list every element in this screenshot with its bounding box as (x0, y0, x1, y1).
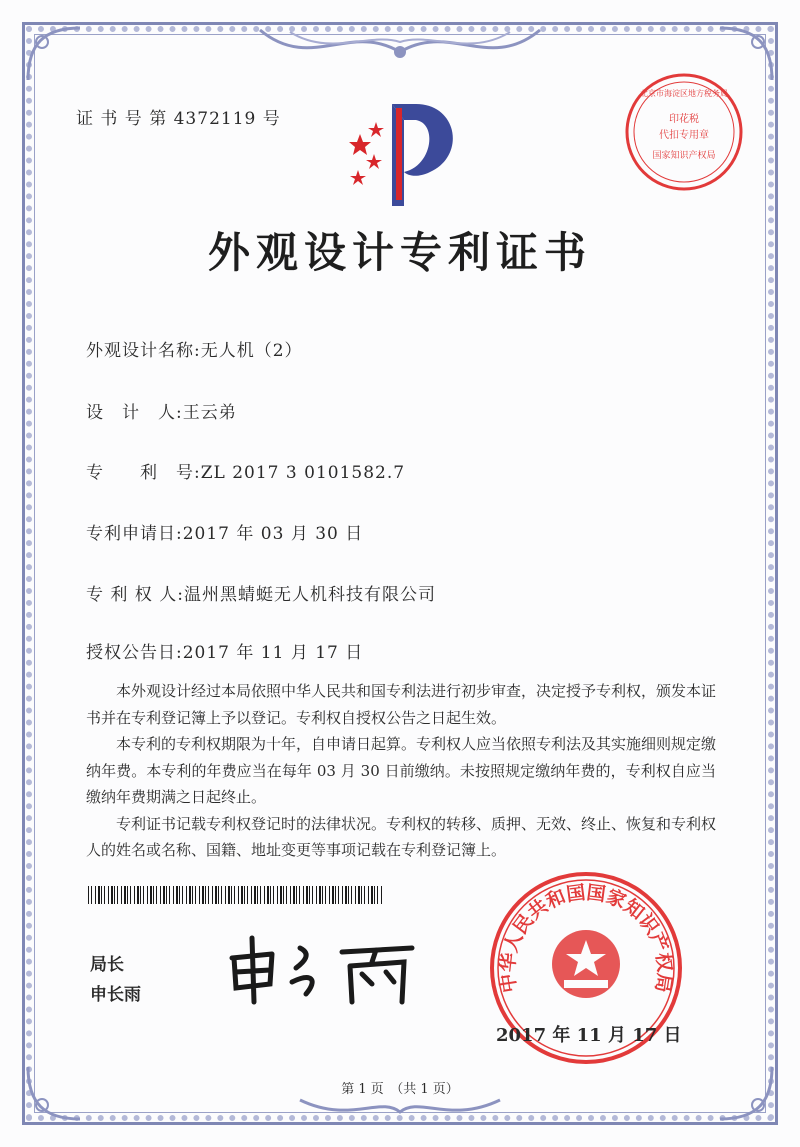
issue-date: 2017 年 11 月 17 日 (496, 1025, 682, 1046)
barcode-bar (377, 886, 378, 904)
svg-text:代扣专用章: 代扣专用章 (659, 130, 709, 141)
barcode-bar (325, 886, 326, 904)
barcode-bar (215, 886, 217, 904)
barcode-bar (316, 886, 317, 904)
field-label: 外观设计名称: (86, 341, 201, 361)
barcode-bar (351, 886, 352, 904)
field-value: 温州黑蜻蜓无人机科技有限公司 (183, 585, 436, 605)
director-signature (222, 928, 422, 1008)
barcode-bar (244, 886, 245, 904)
barcode-bar (166, 886, 167, 904)
barcode-bar (309, 886, 310, 904)
barcode-bar (319, 886, 321, 904)
barcode-bar (348, 886, 349, 904)
barcode-bar (280, 886, 282, 904)
barcode-bar (283, 886, 284, 904)
barcode-bar (205, 886, 206, 904)
body-paragraph: 专利证书记载专利权登记时的法律状况。专利权的转移、质押、无效、终止、恢复和专利权人的姓名或名称、国籍、地址变更等事项记载在专利登记簿上。 (86, 814, 717, 859)
barcode-bar (364, 886, 365, 904)
body-paragraph: 本外观设计经过本局依照中华人民共和国专利法进行初步审查，决定授予专利权，颁发本证书并在专利登记簿上予以登记。专利权自授权公告之日起生效。 (86, 682, 717, 727)
barcode-bar (160, 886, 161, 904)
barcode-bar (95, 886, 96, 904)
barcode-bar (260, 886, 261, 904)
barcode-bar (293, 886, 295, 904)
page-number: 第 1 页 （共 1 页） (341, 1082, 459, 1097)
certificate-body (86, 678, 716, 864)
barcode-bar (221, 886, 222, 904)
barcode-bar (332, 886, 334, 904)
barcode-bar (251, 886, 252, 904)
barcode-bar (91, 886, 92, 904)
barcode-bar (202, 886, 204, 904)
barcode-bar (270, 886, 271, 904)
barcode-bar (286, 886, 287, 904)
barcode-bar (101, 886, 102, 904)
barcode-bar (358, 886, 360, 904)
barcode-bar (303, 886, 304, 904)
barcode-bar (312, 886, 313, 904)
svg-text:国家知识产权局: 国家知识产权局 (652, 151, 716, 161)
field-patentee (86, 580, 436, 605)
director-block (90, 950, 141, 1010)
barcode-bar (208, 886, 209, 904)
barcode-bar (147, 886, 148, 904)
barcode-bar (134, 886, 135, 904)
barcode-bar (182, 886, 183, 904)
barcode-bar (130, 886, 131, 904)
barcode-bar (163, 886, 165, 904)
barcode-bar (156, 886, 157, 904)
barcode-bar (127, 886, 128, 904)
barcode-bar (140, 886, 141, 904)
barcode-bar (241, 886, 243, 904)
field-value: 2017 年 03 月 30 日 (182, 524, 364, 544)
field-design-name (86, 336, 303, 361)
director-title: 局长 (90, 955, 124, 975)
field-value: 2017 年 11 月 17 日 (182, 643, 364, 663)
field-value: 王云弟 (182, 403, 237, 423)
barcode-bar (88, 886, 89, 904)
barcode-bar (121, 886, 122, 904)
barcode-bar (257, 886, 258, 904)
barcode-bar (342, 886, 343, 904)
director-name: 申长雨 (90, 985, 141, 1005)
barcode-bar (355, 886, 356, 904)
sipo-logo (330, 100, 470, 210)
svg-text:印花税: 印花税 (669, 114, 699, 125)
barcode-bar (371, 886, 373, 904)
barcode-bar (231, 886, 232, 904)
field-value: ZL 2017 3 0101582.7 (200, 463, 406, 483)
barcode-bar (153, 886, 154, 904)
field-application-date (86, 519, 363, 544)
field-grant-date (86, 638, 363, 663)
barcode-bar (199, 886, 200, 904)
corner-ornament-top-left (24, 24, 84, 84)
seal-text: 中华人民共和国国家知识产权局 (496, 881, 676, 995)
certificate-number: 证 书 号 第 4372119 号 (76, 109, 281, 129)
barcode-bar (150, 886, 152, 904)
barcode-bar (189, 886, 191, 904)
field-label: 专利申请日: (86, 524, 183, 544)
barcode-bar (218, 886, 219, 904)
barcode-bar (234, 886, 235, 904)
field-value: 无人机（2） (200, 341, 303, 361)
barcode-bar (329, 886, 330, 904)
barcode-bar (264, 886, 265, 904)
barcode-bar (299, 886, 300, 904)
barcode-bar (345, 886, 347, 904)
barcode-bar (195, 886, 196, 904)
barcode-bar (111, 886, 113, 904)
barcode-bar (186, 886, 187, 904)
barcode-bar (335, 886, 336, 904)
barcode-bar (114, 886, 115, 904)
field-label: 专 利 权 人: (86, 585, 184, 605)
barcode-bar (247, 886, 248, 904)
barcode (88, 886, 388, 904)
field-patent-number (86, 458, 405, 483)
barcode-bar (98, 886, 100, 904)
barcode-bar (277, 886, 278, 904)
barcode-bar (225, 886, 226, 904)
field-designer (86, 398, 237, 423)
field-label: 设 计 人: (86, 403, 183, 423)
barcode-bar (361, 886, 362, 904)
barcode-bar (173, 886, 174, 904)
barcode-bar (254, 886, 256, 904)
barcode-bar (238, 886, 239, 904)
barcode-bar (273, 886, 274, 904)
barcode-bar (322, 886, 323, 904)
barcode-bar (296, 886, 297, 904)
barcode-bar (374, 886, 375, 904)
barcode-bar (338, 886, 339, 904)
barcode-bar (228, 886, 230, 904)
tax-stamp-seal (622, 70, 746, 194)
barcode-bar (137, 886, 139, 904)
top-ornament (250, 22, 550, 72)
barcode-bar (179, 886, 180, 904)
barcode-bar (267, 886, 269, 904)
barcode-bar (306, 886, 308, 904)
barcode-bar (381, 886, 382, 904)
barcode-bar (169, 886, 170, 904)
barcode-bar (368, 886, 369, 904)
barcode-bar (192, 886, 193, 904)
barcode-bar (143, 886, 144, 904)
field-label: 专 利 号: (86, 463, 201, 483)
barcode-bar (117, 886, 118, 904)
barcode-bar (176, 886, 178, 904)
barcode-bar (124, 886, 126, 904)
svg-text:北京市海淀区地方税务局: 北京市海淀区地方税务局 (640, 89, 728, 98)
barcode-bar (108, 886, 109, 904)
barcode-bar (104, 886, 105, 904)
barcode-bar (290, 886, 291, 904)
certificate-title: 外观设计专利证书 (207, 228, 592, 277)
body-paragraph: 本专利的专利权期限为十年，自申请日起算。专利权人应当依照专利法及其实施细则规定缴纳年费。本专利的年费应当在每年 03 月 30 日前缴纳。未按照规定缴纳年费的，专利权自应当缴纳年费期满之日起终止。 (86, 735, 717, 806)
barcode-bar (212, 886, 213, 904)
field-label: 授权公告日: (86, 643, 183, 663)
